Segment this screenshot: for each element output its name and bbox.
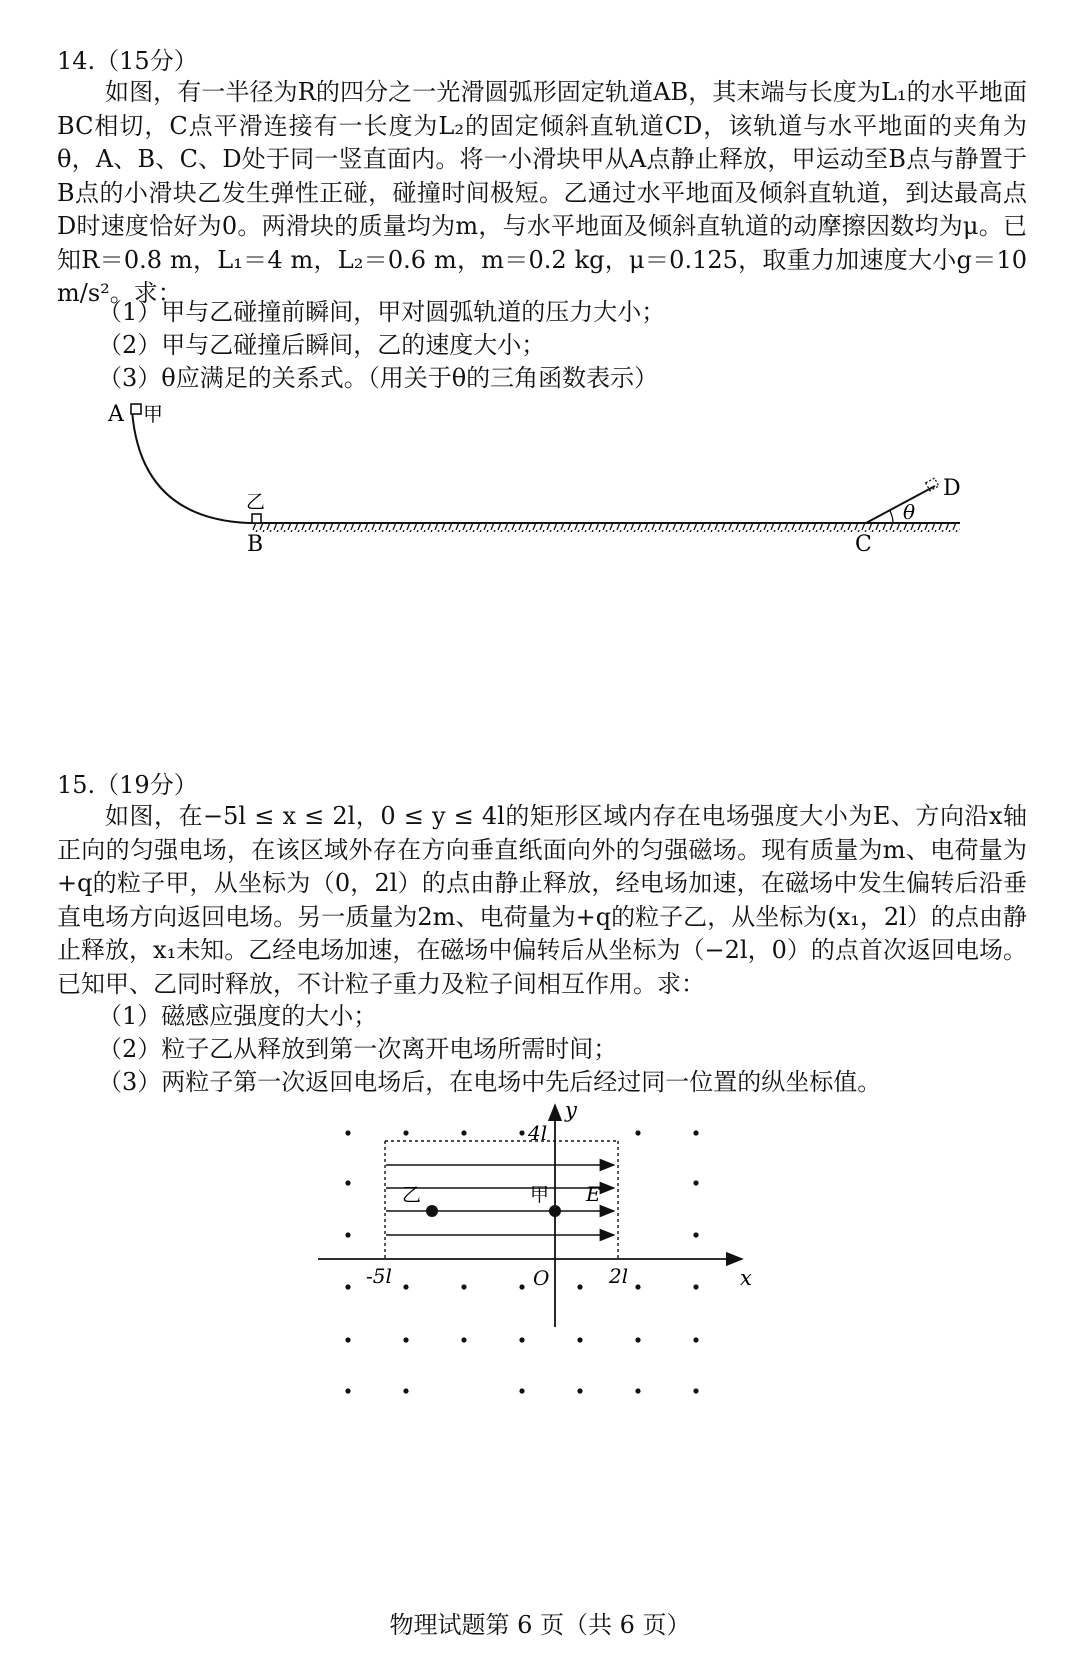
label-B: B xyxy=(247,532,264,557)
q15-body-text: 如图，在−5l ≤ x ≤ 2l，0 ≤ y ≤ 4l的矩形区域内存在电场强度大小为E、方向沿x轴正向的匀强电场，在该区域外存在方向垂直纸面向外的匀强磁场。现有质量为m、电荷量为+q的粒子甲，从坐标为（0，2l）的点由静止释放，经电场加速，在磁场中发生偏转后沿垂直电场方向返回电场。另一质量为2m、电荷量为+q的粒子乙，从坐标为(x₁，2l）的点由静止释放，x₁未知。乙经电场加速，在磁场中偏转后从坐标为（−2l，0）的点首次返回电场。已知甲、乙同时释放，不计粒子重力及粒子间相互作用。求： xyxy=(57,802,1027,998)
q14-subquestions xyxy=(98,296,665,395)
q14-header: 14.（15分） xyxy=(57,47,198,75)
label-yi-15: 乙 xyxy=(402,1184,422,1206)
label-2l: 2l xyxy=(609,1264,629,1288)
q15-sub1: （1）磁感应强度的大小； xyxy=(98,1002,378,1030)
q15-body xyxy=(57,800,1027,1001)
page-footer: 物理试题第 6 页（共 6 页） xyxy=(389,1611,691,1639)
q14-sub2: （2）甲与乙碰撞后瞬间，乙的速度大小； xyxy=(98,331,546,359)
particle-jia xyxy=(549,1205,561,1217)
particle-yi xyxy=(426,1205,438,1217)
label-m5l: -5l xyxy=(366,1264,392,1288)
label-jia-15: 甲 xyxy=(530,1184,550,1206)
label-C: C xyxy=(855,532,872,557)
magnetic-field-dots xyxy=(345,1130,698,1393)
arc-track xyxy=(132,410,248,523)
q14-body-text: 如图，有一半径为R的四分之一光滑圆弧形固定轨道AB，其末端与长度为L₁的水平地面BC相切，C点平滑连接有一长度为L₂的固定倾斜直轨道CD，该轨道与水平地面的夹角为θ，A、B、C、D处于同一竖直面内。将一小滑块甲从A点静止释放，甲运动至B点与静置于B点的小滑块乙发生弹性正碰，碰撞时间极短。乙通过水平地面及倾斜直轨道，到达最高点D时速度恰好为0。两滑块的质量均为m，与水平地面及倾斜直轨道的动摩擦因数均为μ。已知R＝0.8 m，L₁＝4 m，L₂＝0.6 m，m＝0.2 kg，μ＝0.125，取重力加速度大小g＝10 m/s²。求： xyxy=(57,78,1027,307)
incline-track xyxy=(866,486,935,523)
label-A: A xyxy=(108,402,124,427)
q14-sub3: （3）θ应满足的关系式。（用关于θ的三角函数表示） xyxy=(98,364,659,392)
block-yi xyxy=(252,514,261,523)
q15-sub2: （2）粒子乙从释放到第一次离开电场所需时间； xyxy=(98,1035,618,1063)
theta-arc xyxy=(890,511,893,523)
q15-figure xyxy=(0,1095,1080,1415)
label-E: E xyxy=(586,1182,601,1206)
label-D: D xyxy=(943,476,961,501)
q14-body xyxy=(57,76,1027,311)
label-y: y xyxy=(565,1098,577,1122)
label-yi-14: 乙 xyxy=(246,491,266,513)
label-jia-14: 甲 xyxy=(143,402,163,426)
label-O: O xyxy=(533,1266,550,1290)
label-x: x xyxy=(740,1266,752,1290)
q14-figure xyxy=(0,400,1080,580)
q15-subquestions xyxy=(98,1000,881,1099)
q15-sub3: （3）两粒子第一次返回电场后，在电场中先后经过同一位置的纵坐标值。 xyxy=(98,1068,882,1096)
q15-header: 15.（19分） xyxy=(57,771,198,799)
block-jia xyxy=(131,404,141,414)
q14-sub1: （1）甲与乙碰撞前瞬间，甲对圆弧轨道的压力大小； xyxy=(98,298,666,326)
label-theta: θ xyxy=(903,500,916,524)
label-4l: 4l xyxy=(528,1121,548,1145)
ground-hatch xyxy=(252,524,960,532)
